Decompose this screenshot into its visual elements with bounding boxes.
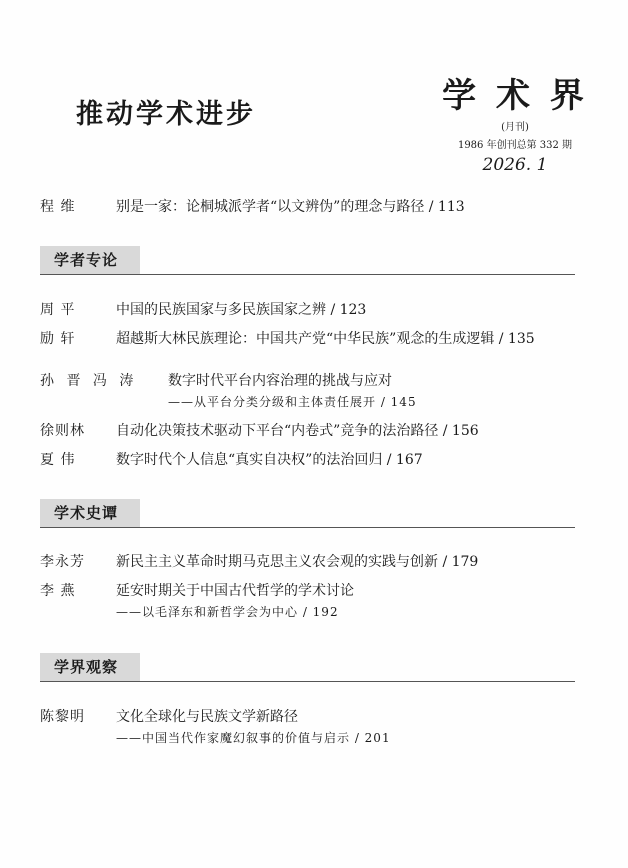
masthead	[440, 76, 590, 175]
article-author: 陈黎明	[40, 709, 85, 725]
article-subtitle: ——中国当代作家魔幻叙事的价值与启示 / 201	[116, 731, 391, 745]
article-title[interactable]: 中国的民族国家与多民族国家之辨 / 123	[116, 302, 367, 318]
article-author: 夏 伟	[40, 452, 76, 468]
section-header-academic-history	[40, 497, 575, 528]
section-title: 学界观察	[54, 658, 119, 676]
article-title[interactable]: 数字时代个人信息“真实自决权”的法治回归 / 167	[116, 452, 423, 468]
article-author: 孙 晋 冯 涛	[40, 373, 138, 389]
article-title[interactable]: 新民主主义革命时期马克思主义农会观的实践与创新 / 179	[116, 554, 479, 570]
article-author: 徐则林	[40, 423, 85, 439]
publication-frequency: (月刊)	[501, 122, 529, 133]
article-subtitle: ——以毛泽东和新哲学会为中心 / 192	[116, 605, 339, 619]
article-author: 励 轩	[40, 331, 76, 347]
article-author: 周 平	[40, 302, 76, 318]
article-author: 程 维	[40, 199, 76, 215]
section-title: 学者专论	[54, 251, 119, 269]
article-title[interactable]: 文化全球化与民族文学新路径	[116, 709, 298, 725]
article-title[interactable]: 延安时期关于中国古代哲学的学术讨论	[116, 583, 354, 599]
journal-name: 学 术 界	[442, 76, 588, 116]
article-author: 李永芳	[40, 554, 85, 570]
article-title[interactable]: 别是一家：论桐城派学者“以文辨伪”的理念与路径 / 113	[116, 199, 465, 215]
article-title[interactable]: 数字时代平台内容治理的挑战与应对	[168, 373, 392, 389]
article-author: 李 燕	[40, 583, 76, 599]
article-subtitle: ——从平台分类分级和主体责任展开 / 145	[168, 395, 417, 409]
slogan: 推动学术进步	[76, 99, 256, 130]
founding-info: 1986 年创刊总第 332 期	[457, 140, 573, 151]
section-title: 学术史谭	[54, 504, 119, 522]
section-header-academic-observation	[40, 651, 575, 682]
article-title[interactable]: 超越斯大林民族理论：中国共产党“中华民族”观念的生成逻辑 / 135	[116, 331, 535, 347]
section-header-scholar-essays	[40, 244, 575, 275]
issue-number: 2026. 1	[482, 155, 548, 175]
article-title[interactable]: 自动化决策技术驱动下平台“内卷式”竞争的法治路径 / 156	[116, 423, 479, 439]
